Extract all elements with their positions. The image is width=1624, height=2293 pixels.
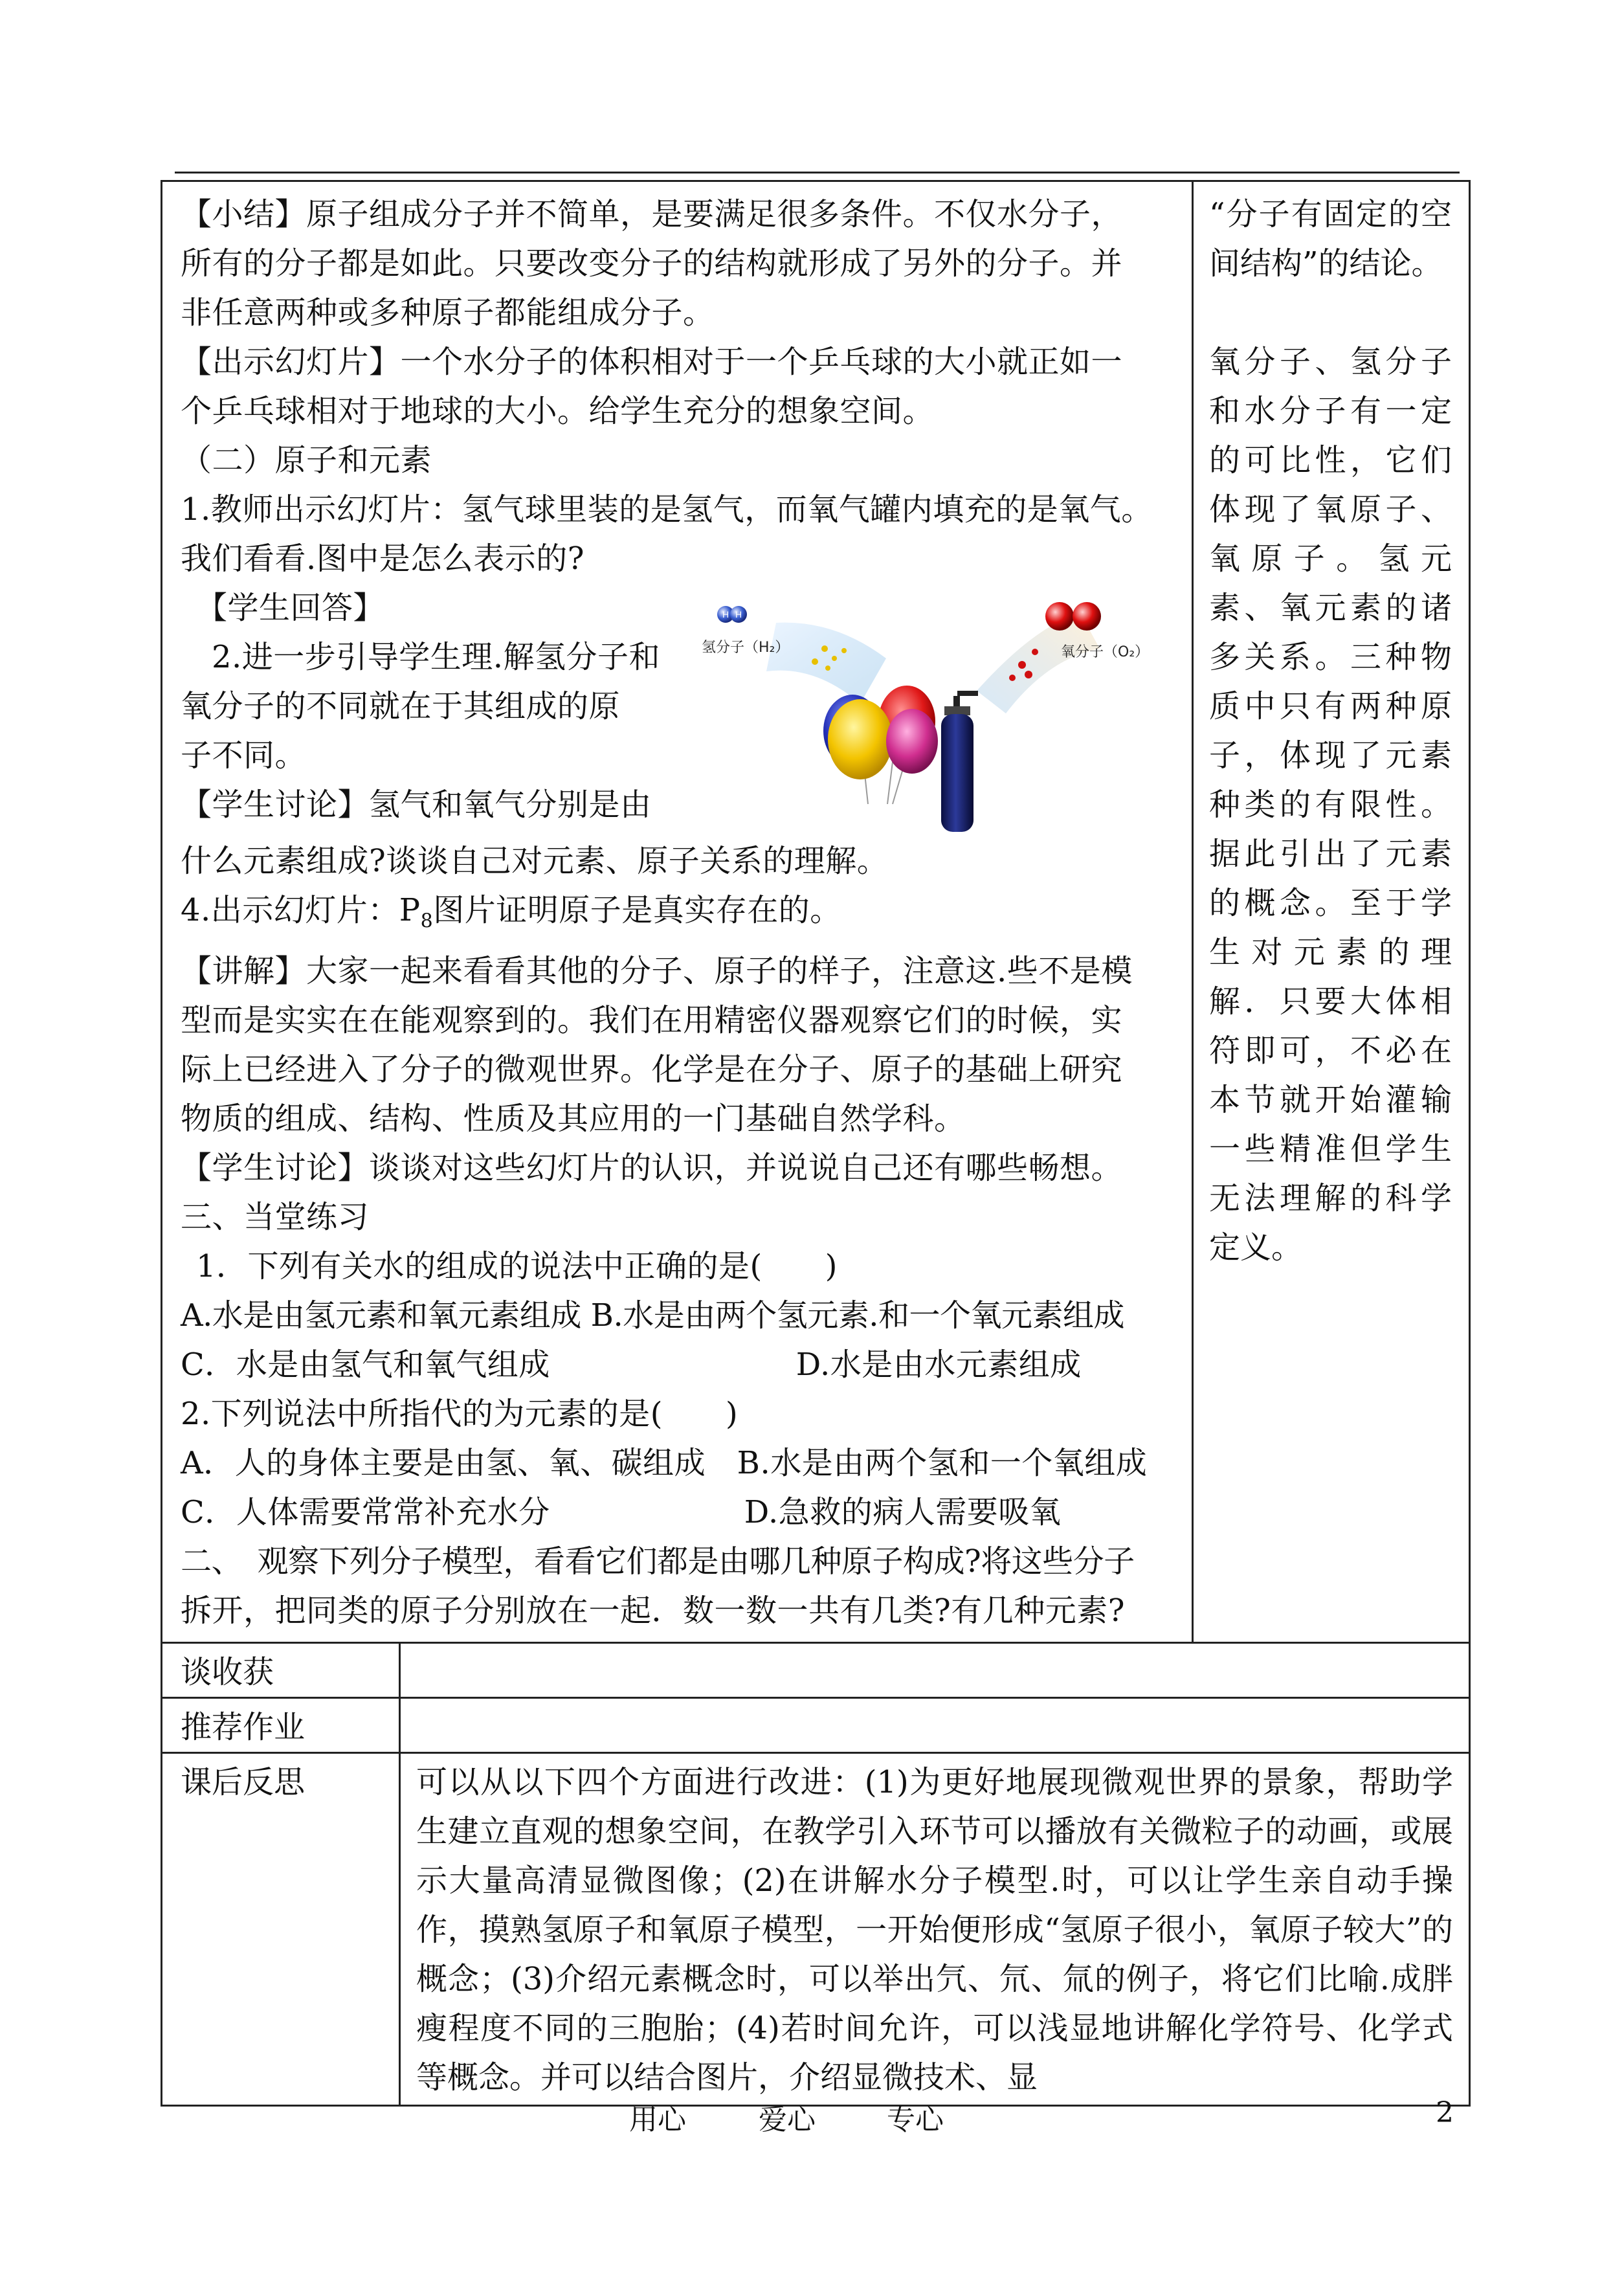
question2-options-cd	[181, 1488, 1177, 1537]
hydrogen-beam	[766, 623, 886, 704]
explain-line-2: 型而是实实在在能观察到的。我们在用精密仪器观察它们的时候，实	[181, 1001, 1123, 1038]
step2-line-1: 2.进一步引导学生理.解氢分子和	[212, 639, 661, 675]
molecule-illustration	[698, 587, 1171, 836]
question1-stem: 1．下列有关水的组成的说法中正确的是( )	[196, 1247, 838, 1284]
reflection-label: 课后反思	[181, 1763, 306, 1800]
student-answer-heading: 【学生回答】	[196, 590, 385, 626]
harvest-label: 谈收获	[181, 1653, 274, 1690]
summary-line-1: 【小结】原子组成分子并不简单，是要满足很多条件。不仅水分子，	[181, 196, 1123, 232]
homework-label-cell	[162, 1697, 400, 1752]
question1-options-cd	[181, 1340, 1177, 1389]
oxygen-atom-icon	[1073, 602, 1101, 631]
content-row	[162, 181, 1470, 1643]
question1-options-ab: A.水是由氢元素和氧元素组成 B.水是由两个氢元素.和一个氧元素组成	[181, 1297, 1124, 1334]
step2-line-2: 氧分子的不同就在于其组成的原	[181, 688, 621, 724]
step1-line-1: 1.教师出示幻灯片：氢气球里装的是氢气，而氧气罐内填充的是氧气。	[181, 491, 1153, 528]
slide-p8-text-rest: 图片证明原子是真实存在的。	[433, 892, 841, 928]
summary-line-2: 所有的分子都是如此。只要改变分子的结构就形成了另外的分子。并	[181, 245, 1123, 282]
yellow-balloon	[828, 699, 893, 779]
explain-line-1: 【讲解】大家一起来看看其他的分子、原子的样子，注意这.些不是模	[181, 952, 1133, 989]
explain-line-4: 物质的组成、结构、性质及其应用的一门基础自然学科。	[181, 1100, 966, 1137]
question2-option-c: C．人体需要常常补充水分	[181, 1493, 550, 1530]
slide-p8-line	[181, 886, 1177, 946]
note-structure: “分子有固定的空间结构”的结论。	[1209, 196, 1452, 282]
section-heading-atoms-elements: （二）原子和元素	[181, 442, 432, 478]
reflection-row	[162, 1752, 1470, 2105]
header-rule	[175, 172, 1460, 173]
discussion-line-1: 【学生讨论】氢气和氧气分别是由	[181, 787, 652, 823]
harvest-content-cell	[400, 1642, 1470, 1697]
slide-p8-text: 4.出示幻灯片：P	[181, 892, 421, 928]
main-content-cell	[162, 181, 1193, 1643]
oxygen-molecule-label: 氧分子（O₂）	[1061, 644, 1150, 660]
discussion-line-2: 什么元素组成?谈谈自己对元素、原子关系的理解。	[181, 843, 889, 879]
homework-label: 推荐作业	[181, 1708, 306, 1745]
footer-word-3: 专心	[887, 2103, 944, 2136]
harvest-row	[162, 1642, 1470, 1697]
step2-line-3: 子不同。	[181, 737, 307, 774]
footer-word-1: 用心	[629, 2103, 686, 2136]
pink-balloon	[886, 709, 938, 774]
reflection-label-cell	[162, 1752, 400, 2105]
question1-option-d: D.水是由水元素组成	[795, 1346, 1082, 1383]
harvest-label-cell	[162, 1642, 400, 1697]
hydrogen-molecule-label: 氢分子（H₂）	[702, 640, 790, 656]
note-elements: 氧分子、氢分子和水分子有一定的可比性，它们体现了氧原子、氧原子。氢元素、氧元素的诸多关系。三种物质中只有两种原子，体现了元素种类的有限性。据此引出了元素的概念。至于学生对元素的理解．只要大体相符即可，不必在本节就开始灌输一些精准但学生无法理解的科学定义。	[1209, 344, 1452, 1266]
question2-stem: 2.下列说法中所指代的为元素的是( )	[181, 1395, 739, 1432]
homework-content-cell	[400, 1697, 1470, 1752]
h-label: H	[735, 609, 742, 620]
question2-option-d: D.急救的病人需要吸氧	[744, 1493, 1062, 1530]
model-task-line-1: 二、 观察下列分子模型，看看它们都是由哪几种原子构成?将这些分子	[181, 1543, 1135, 1580]
question1-option-c: C．水是由氢气和氧气组成	[181, 1346, 550, 1383]
question2-options-ab: A．人的身体主要是由氢、氧、碳组成 B.水是由两个氢和一个氧组成	[181, 1444, 1148, 1481]
teaching-notes-cell	[1193, 181, 1470, 1643]
oxygen-atom-icon	[1045, 602, 1074, 631]
homework-row	[162, 1697, 1470, 1752]
slide-p8-subscript: 8	[420, 910, 434, 933]
reflection-text: 可以从以下四个方面进行改进：(1)为更好地展现微观世界的景象，帮助学生建立直观的想象空间，在教学引入环节可以播放有关微粒子的动画，或展示大量高清显微图像；(2)在讲解水分子模型.时，可以让学生亲自动手操作，摸熟氢原子和氧原子模型，一开始便形成“氢原子很小，氧原子较大”的概念；(3)介绍元素概念时，可以举出氕、氘、氚的例子，将它们比喻.成胖瘦程度不同的三胞胎；(4)若时间允许，可以浅显地讲解化学符号、化学式等概念。并可以结合图片，介绍显微技术、显	[400, 1752, 1470, 2105]
model-task-line-2: 拆开，把同类的原子分别放在一起．数一数一共有几类?有几种元素?	[181, 1592, 1125, 1629]
explain-line-3: 际上已经进入了分子的微观世界。化学是在分子、原子的基础上研究	[181, 1051, 1123, 1088]
step1-line-2: 我们看看.图中是怎么表示的?	[181, 541, 584, 577]
oxygen-cylinder	[941, 714, 973, 832]
slide-line-2: 个乒乓球相对于地球的大小。给学生充分的想象空间。	[181, 393, 935, 429]
page-number: 2	[1436, 2096, 1454, 2129]
slide-line-1: 【出示幻灯片】一个水分子的体积相对于一个乒乓球的大小就正如一	[181, 344, 1123, 380]
discussion2-line: 【学生讨论】谈谈对这些幻灯片的认识，并说说自己还有哪些畅想。	[181, 1149, 1123, 1186]
footer-word-2: 爱心	[759, 2103, 816, 2136]
summary-line-3: 非任意两种或多种原子都能组成分子。	[181, 295, 715, 331]
balloon-cylinder-figure	[698, 587, 1171, 836]
h-label: H	[722, 609, 729, 620]
exercise-heading: 三、当堂练习	[181, 1198, 370, 1235]
lesson-table	[161, 180, 1471, 2107]
